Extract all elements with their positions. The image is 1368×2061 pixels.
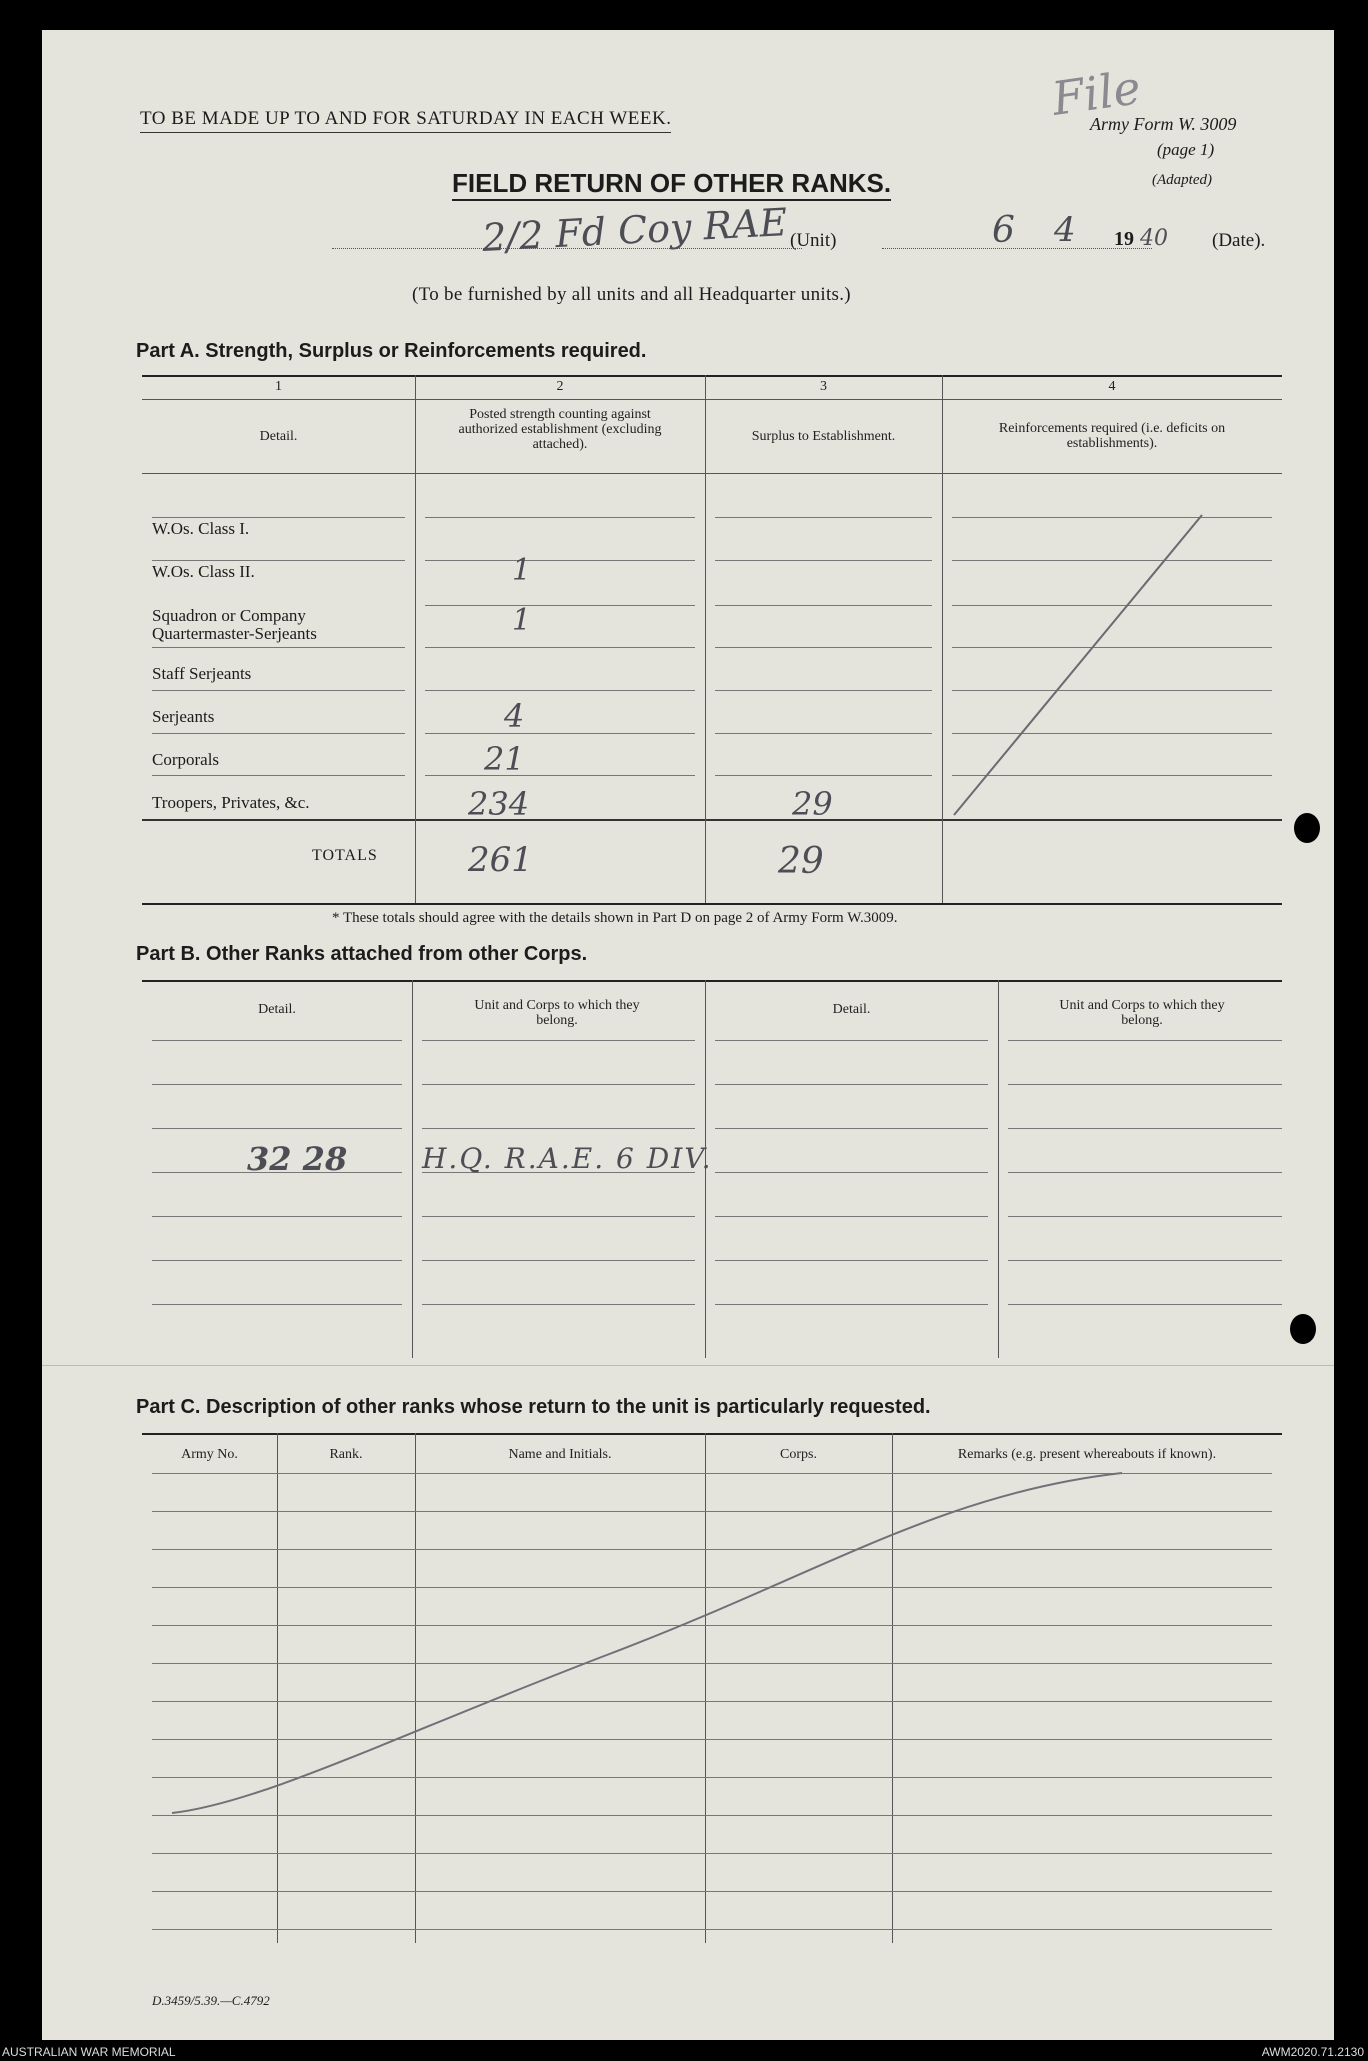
part-c-title: Part C. Description of other ranks whose return to the unit is particularly requested. — [136, 1396, 931, 1418]
posted-serjeants: 4 — [504, 697, 525, 735]
punch-hole-2 — [1290, 1314, 1316, 1344]
part-b-header-detail-1: Detail. — [258, 1002, 296, 1017]
form-title: FIELD RETURN OF OTHER RANKS. — [452, 168, 891, 201]
col-header-reinforcements: Reinforcements required (i.e. deficits on establishments). — [998, 421, 1226, 451]
part-b-header-detail-2: Detail. — [832, 1002, 871, 1017]
part-c-header-name: Name and Initials. — [508, 1447, 612, 1462]
row-label-serjeants: Serjeants — [152, 707, 215, 726]
totals-label: TOTALS — [312, 847, 378, 864]
part-c-header-remarks: Remarks (e.g. present whereabouts if known). — [957, 1447, 1217, 1462]
part-a-note: * These totals should agree with the details shown in Part D on page 2 of Army Form W.3009. — [332, 910, 898, 926]
page-reference: (page 1) — [1157, 140, 1215, 159]
file-annotation: File — [1048, 60, 1144, 126]
posted-wo-class-2: 1 — [512, 553, 532, 588]
part-b-title: Part B. Other Ranks attached from other Corps. — [136, 943, 588, 965]
posted-corporals: 21 — [484, 740, 525, 778]
col-header-surplus: Surplus to Establishment. — [751, 429, 896, 444]
col-number-1: 1 — [275, 379, 282, 394]
punch-hole-1 — [1294, 813, 1320, 843]
part-c-header-army-no: Army No. — [181, 1447, 238, 1462]
year-suffix: 40 — [1140, 226, 1168, 251]
reinforcements-strike-line — [942, 375, 1282, 903]
year-prefix: 19 — [1114, 228, 1134, 250]
part-c-table — [142, 1433, 1282, 1943]
totals-surplus: 29 — [778, 841, 824, 882]
adapted-note: (Adapted) — [1152, 172, 1212, 188]
part-b-entry-unit: H.Q. R.A.E. 6 DIV. — [422, 1142, 713, 1175]
col-number-2: 2 — [556, 379, 564, 394]
part-c-header-rank: Rank. — [329, 1447, 363, 1462]
fold-line — [42, 1365, 1334, 1366]
part-c-strike-line — [142, 1433, 1282, 1943]
date-month: 4 — [1054, 210, 1076, 250]
furnished-note: (To be furnished by all units and all Headquarter units.) — [412, 284, 851, 305]
col-number-3: 3 — [820, 379, 827, 394]
unit-value: 2/2 Fd Coy RAE — [481, 200, 789, 260]
unit-label: (Unit) — [790, 230, 837, 251]
date-dotted-line — [882, 248, 1152, 249]
col-number-4: 4 — [1108, 379, 1116, 394]
posted-cqms: 1 — [512, 603, 532, 638]
part-a-table — [142, 375, 1282, 905]
date-label: (Date). — [1212, 230, 1266, 251]
posted-troopers: 234 — [468, 785, 530, 823]
col-header-posted: Posted strength counting against authorized establishment (excluding attached). — [458, 407, 662, 452]
row-label-staff-serjeants: Staff Serjeants — [152, 664, 252, 683]
part-c-header-corps: Corps. — [780, 1447, 817, 1462]
footer-left: AUSTRALIAN WAR MEMORIAL — [2, 2045, 176, 2059]
instruction-text: TO BE MADE UP TO AND FOR SATURDAY IN EACH WEEK. — [140, 108, 671, 133]
form-name: Army Form W. 3009 — [1090, 114, 1237, 134]
part-b-table — [142, 980, 1282, 1358]
form-sheet — [42, 30, 1334, 2040]
part-a-title: Part A. Strength, Surplus or Reinforcements required. — [136, 340, 647, 362]
row-label-troopers: Troopers, Privates, &c. — [152, 793, 310, 812]
date-day: 6 — [992, 210, 1015, 251]
footer-right: AWM2020.71.2130 — [1261, 2045, 1364, 2059]
print-code: D.3459/5.39.—C.4792 — [152, 1993, 270, 2008]
part-b-header-unit-2: Unit and Corps to which they belong. — [1059, 998, 1225, 1028]
part-b-header-unit-1: Unit and Corps to which they belong. — [474, 998, 640, 1028]
row-label-wo-class-2: W.Os. Class II. — [152, 562, 255, 581]
part-b-entry-detail: 32 28 — [247, 1140, 348, 1178]
row-label-wo-class-1: W.Os. Class I. — [152, 519, 250, 538]
surplus-troopers: 29 — [792, 785, 833, 823]
col-header-detail: Detail. — [259, 429, 298, 444]
row-label-cqms: Squadron or Company Quartermaster-Serjeants — [152, 606, 317, 643]
row-label-corporals: Corporals — [152, 750, 220, 769]
totals-posted: 261 — [468, 840, 533, 880]
